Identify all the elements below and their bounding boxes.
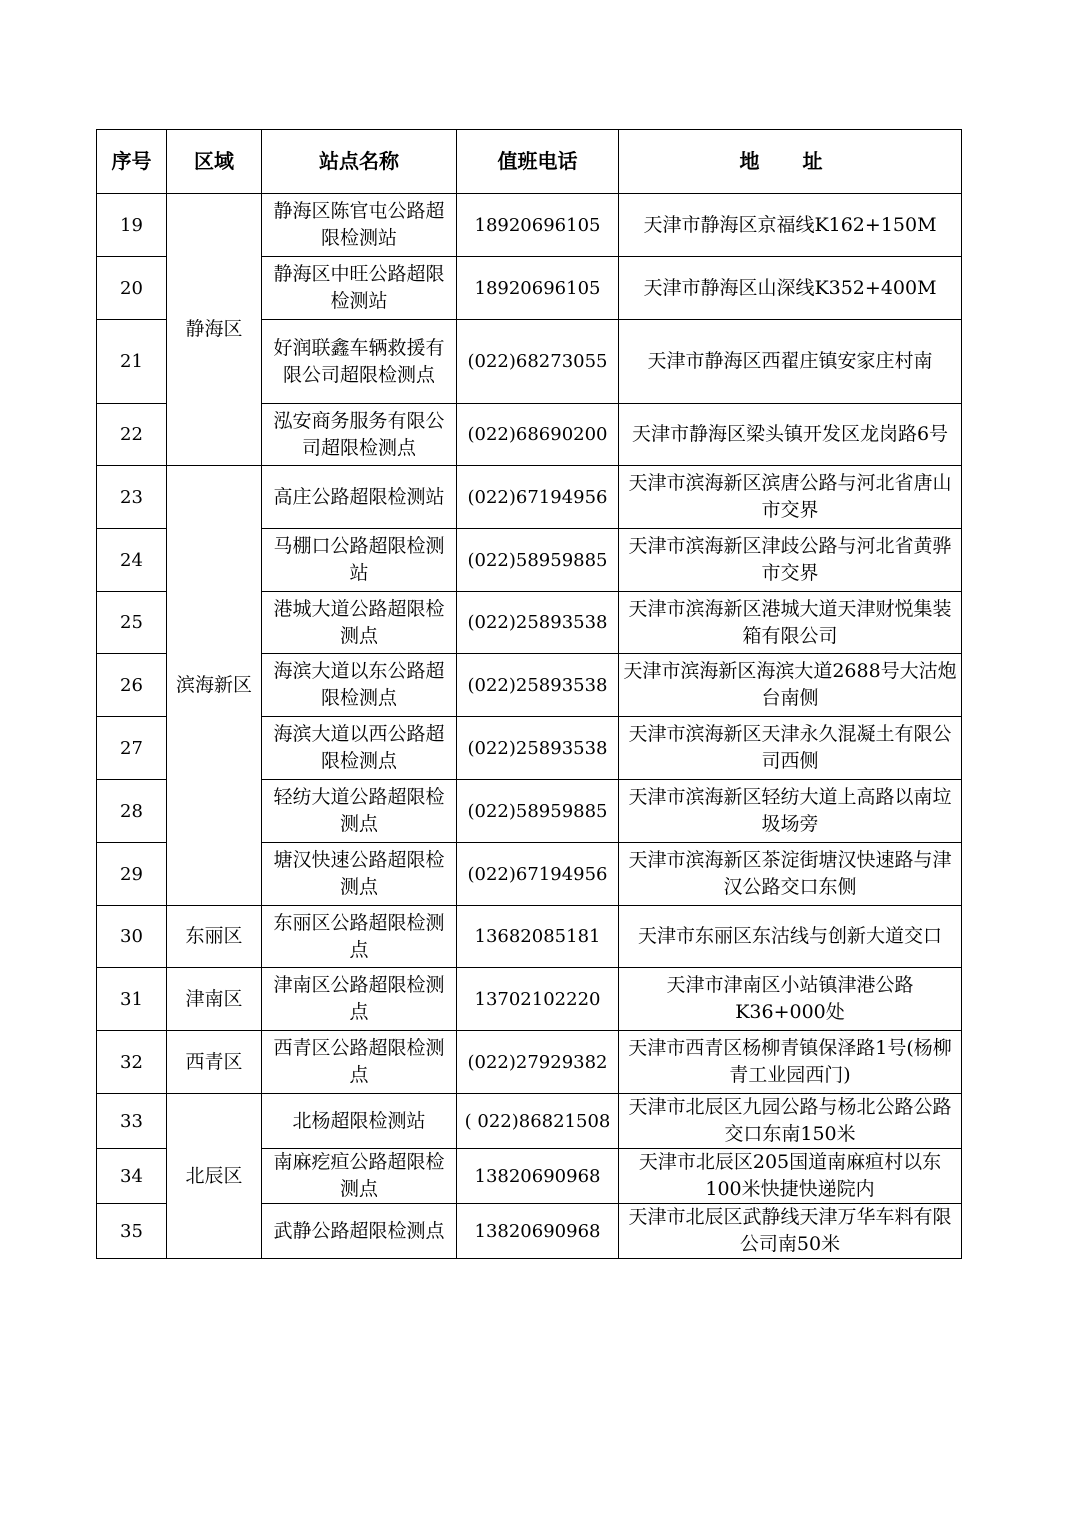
table-row [97,466,962,529]
header-area: 区域 [167,130,262,194]
row-address: 天津市津南区小站镇津港公路K36+000处 [619,968,962,1031]
row-address: 天津市静海区梁头镇开发区龙岗路6号 [619,404,962,466]
row-station-name: 塘汉快速公路超限检测点 [262,843,457,906]
row-station-name: 轻纺大道公路超限检测点 [262,780,457,843]
row-station-name: 津南区公路超限检测点 [262,968,457,1031]
row-phone: (022)67194956 [457,466,619,529]
row-index: 26 [97,654,167,717]
header-index: 序号 [97,130,167,194]
row-phone: 13820690968 [457,1204,619,1259]
row-phone: (022)67194956 [457,843,619,906]
station-table [96,129,962,1259]
row-phone: (022)58959885 [457,780,619,843]
row-address: 天津市北辰区九园公路与杨北公路公路交口东南150米 [619,1094,962,1149]
row-area: 东丽区 [167,906,262,968]
row-index: 28 [97,780,167,843]
row-index: 32 [97,1031,167,1094]
station-table-container [96,129,962,1259]
row-phone: 13702102220 [457,968,619,1031]
row-index: 22 [97,404,167,466]
row-index: 23 [97,466,167,529]
row-station-name: 海滨大道以西公路超限检测点 [262,717,457,780]
header-station-name: 站点名称 [262,130,457,194]
row-index: 25 [97,592,167,654]
row-address: 天津市西青区杨柳青镇保泽路1号(杨柳青工业园西门) [619,1031,962,1094]
row-station-name: 马棚口公路超限检测站 [262,529,457,592]
row-address: 天津市静海区西翟庄镇安家庄村南 [619,320,962,404]
row-address: 天津市滨海新区津歧公路与河北省黄骅市交界 [619,529,962,592]
row-index: 33 [97,1094,167,1149]
row-station-name: 港城大道公路超限检测点 [262,592,457,654]
row-area: 西青区 [167,1031,262,1094]
row-area: 津南区 [167,968,262,1031]
row-phone: 13820690968 [457,1149,619,1204]
row-area: 静海区 [167,194,262,466]
table-row [97,1031,962,1094]
row-index: 20 [97,257,167,320]
row-phone: (022)25893538 [457,717,619,780]
header-address: 地 址 [619,130,962,194]
row-phone: (022)25893538 [457,654,619,717]
row-address: 天津市北辰区武静线天津万华车料有限公司南50米 [619,1204,962,1259]
table-row [97,968,962,1031]
row-station-name: 西青区公路超限检测点 [262,1031,457,1094]
row-phone: 13682085181 [457,906,619,968]
row-station-name: 静海区中旺公路超限检测站 [262,257,457,320]
table-row [97,194,962,257]
row-station-name: 泓安商务服务有限公司超限检测点 [262,404,457,466]
row-address: 天津市静海区京福线K162+150M [619,194,962,257]
row-index: 24 [97,529,167,592]
table-row [97,1094,962,1149]
row-address: 天津市滨海新区天津永久混凝土有限公司西侧 [619,717,962,780]
row-address: 天津市东丽区东沽线与创新大道交口 [619,906,962,968]
row-station-name: 北杨超限检测站 [262,1094,457,1149]
header-phone: 值班电话 [457,130,619,194]
row-index: 29 [97,843,167,906]
row-phone: (022)68690200 [457,404,619,466]
row-phone: ( 022)86821508 [457,1094,619,1149]
row-index: 30 [97,906,167,968]
row-index: 21 [97,320,167,404]
row-area: 北辰区 [167,1094,262,1259]
row-station-name: 海滨大道以东公路超限检测点 [262,654,457,717]
row-station-name: 南麻疙疸公路超限检测点 [262,1149,457,1204]
row-index: 27 [97,717,167,780]
row-station-name: 东丽区公路超限检测点 [262,906,457,968]
row-station-name: 静海区陈官屯公路超限检测站 [262,194,457,257]
row-address: 天津市滨海新区轻纺大道上高路以南垃圾场旁 [619,780,962,843]
row-index: 35 [97,1204,167,1259]
row-address: 天津市北辰区205国道南麻疸村以东100米快捷快递院内 [619,1149,962,1204]
row-phone: (022)58959885 [457,529,619,592]
table-row [97,906,962,968]
row-station-name: 好润联鑫车辆救援有限公司超限检测点 [262,320,457,404]
row-address: 天津市滨海新区茶淀街塘汉快速路与津汉公路交口东侧 [619,843,962,906]
row-station-name: 武静公路超限检测点 [262,1204,457,1259]
row-index: 31 [97,968,167,1031]
row-address: 天津市滨海新区港城大道天津财悦集装箱有限公司 [619,592,962,654]
row-phone: (022)27929382 [457,1031,619,1094]
row-address: 天津市静海区山深线K352+400M [619,257,962,320]
row-phone: (022)68273055 [457,320,619,404]
row-index: 19 [97,194,167,257]
header-row [97,130,962,194]
row-phone: 18920696105 [457,257,619,320]
row-address: 天津市滨海新区海滨大道2688号大沽炮台南侧 [619,654,962,717]
row-area: 滨海新区 [167,466,262,906]
row-phone: (022)25893538 [457,592,619,654]
row-station-name: 高庄公路超限检测站 [262,466,457,529]
row-index: 34 [97,1149,167,1204]
row-phone: 18920696105 [457,194,619,257]
row-address: 天津市滨海新区滨唐公路与河北省唐山市交界 [619,466,962,529]
